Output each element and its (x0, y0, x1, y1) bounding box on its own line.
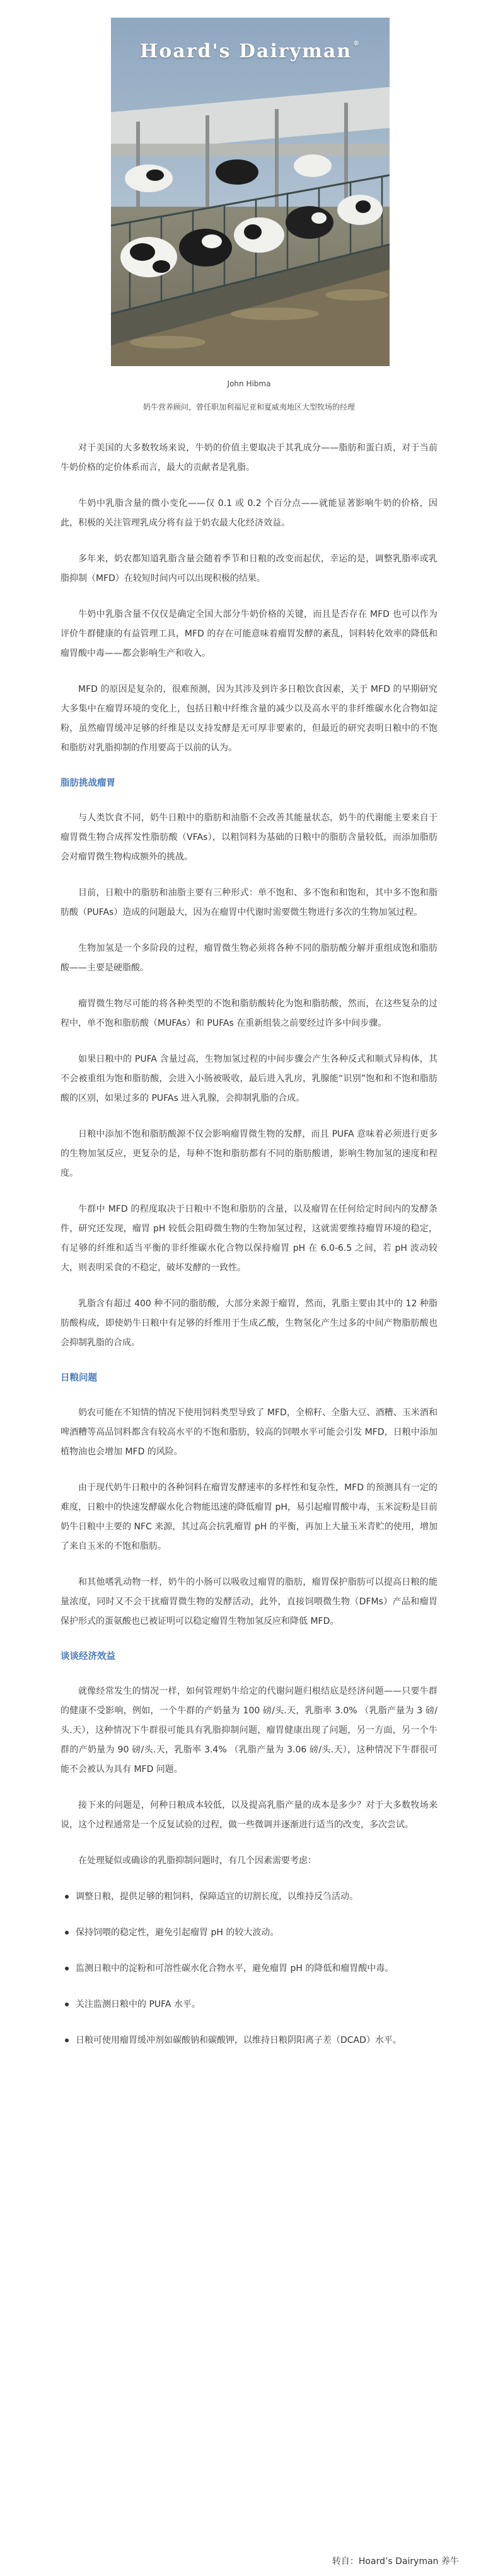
list-item: 监测日粮中的淀粉和可溶性碳水化合物水平，避免瘤胃 pH 的降低和瘤胃酸中毒。 (61, 1959, 437, 1979)
section-heading: 脂肪挑战瘤胃 (61, 778, 115, 788)
dairy-barn-photo (111, 18, 390, 366)
paragraph: MFD 的原因是复杂的，很难预测，因为其涉及到许多日粮饮食因素，关于 MFD 的早期研究大多集中在瘤胃环境的变化上，包括日粮中纤维含量的减少以及高水平的非纤维碳水化合物如淀粉，虽然瘤胃缓冲足够的纤维是以支持发酵是无可厚非要素的，但最近的研究表明日粮中的不饱和脂肪对乳脂抑制的作用要高于以前的认为。 (61, 684, 437, 753)
paragraph: 奶农可能在不知情的情况下使用饲料类型导致了 MFD，全棉籽、全脂大豆、酒糟、玉米酒和啤酒糟等高品饲料都含有较高水平的不饱和脂肪，较高的饲喂水平可能会引发 MFD，日粮中添加植物油也会增加 MFD 的风险。 (61, 1408, 437, 1457)
list-item: 关注监测日粮中的 PUFA 水平。 (61, 1995, 437, 2015)
paragraph: 接下来的问题是，何种日粮成本较低，以及提高乳脂产量的成本是多少？对于大多数牧场来说，这个过程通常是一个反复试验的过程，做一些微调并逐渐进行适当的改变，多次尝试。 (61, 1800, 437, 1830)
paragraph: 由于现代奶牛日粮中的各种饲料在瘤胃发酵速率的多样性和复杂性，MFD 的预测具有一定的难度，日粮中的快速发酵碳水化合物能迅速的降低瘤胃 pH，易引起瘤胃酸中毒，玉米淀粉是目前奶牛日粮中主要的 NFC 来源，其过高会抗乳瘤胃 pH 的平衡，再加上大量玉米青贮的使用，增加了来自玉米的不饱和脂肪。 (61, 1483, 437, 1551)
paragraph: 生物加氢是一个多阶段的过程，瘤胃微生物必须将各种不同的脂肪酸分解并重组成饱和脂肪酸——主要是硬脂酸。 (61, 943, 437, 973)
section-heading: 谈谈经济效益 (61, 1652, 115, 1662)
paragraph: 目前，日粮中的脂肪和油脂主要有三种形式：单不饱和、多不饱和和饱和，其中多不饱和脂肪酸（PUFAs）造成的问题最大，因为在瘤胃中代谢时需要微生物进行多次的生物加氢过程。 (61, 888, 437, 917)
paragraph: 与人类饮食不同，奶牛日粮中的脂肪和油脂不会改善其能量状态，奶牛的代谢能主要来自于瘤胃微生物合成挥发性脂肪酸（VFAs），以粗饲料为基础的日粮中的脂肪含量较低，而添加脂肪会对瘤胃微生物构成额外的挑战。 (61, 813, 437, 862)
paragraph: 在处理疑似或确诊的乳脂抑制问题时，有几个因素需要考虑： (78, 1856, 316, 1866)
list-item: 日粮可使用瘤胃缓冲剂如碳酸钠和碳酸钾，以维持日粮阴阳离子差（DCAD）水平。 (61, 2031, 437, 2050)
masthead-title: Hoard's Dairyman (139, 40, 352, 62)
paragraph: 就像经常发生的情况一样，如何管理奶牛给定的代谢问题归根结底是经济问题——只要牛群的健康不受影响，例如，一个牛群的产奶量为 100 磅/头.天，乳脂率 3.0% （乳脂产量为 3 磅/头.天），这种情况下牛群很可能具有乳脂抑制问题，瘤胃健康出现了问题，另一方面，另一个牛群的产奶量为 90 磅/头.天，乳脂率 3.4% （乳脂产量为 3.06 磅/头.天），这种情况下牛群很可能不会被认为具有 MFD 问题。 (61, 1686, 437, 1774)
paragraph: 多年来，奶农都知道乳脂含量会随着季节和日粮的改变而起伏，幸运的是，调整乳脂率或乳脂抑制（MFD）在较短时间内可以出现积极的结果。 (61, 554, 437, 584)
magazine-masthead (111, 40, 390, 62)
paragraph: 牛奶中乳脂含量的微小变化——仅 0.1 或 0.2 个百分点——就能显著影响牛奶的价格，因此，积极的关注管理乳成分将有益于奶农最大化经济效益。 (61, 498, 437, 528)
section-heading: 日粮问题 (61, 1373, 97, 1383)
paragraph: 牛奶中乳脂含量不仅仅是确定全国大部分牛奶价格的关键，而且是否存在 MFD 也可以作为评价牛群健康的有益管理工具，MFD 的存在可能意味着瘤胃发酵的紊乱，饲料转化效率的降低和瘤胃酸中毒——都会影响生产和收入。 (61, 609, 437, 658)
author-name: John Hibma (227, 379, 271, 388)
paragraph: 瘤胃微生物尽可能的将各种类型的不饱和脂肪酸转化为饱和脂肪酸，然而，在这些复杂的过程中，单不饱和脂肪酸（MUFAs）和 PUFAs 在重新组装之前要经过许多中间步骤。 (61, 999, 437, 1028)
paragraph: 日粮中添加不饱和脂肪酸源不仅会影响瘤胃微生物的发酵，而且 PUFA 意味着必须进行更多的生物加氢反应，更复杂的是，每种不饱和脂肪都有不同的脂肪酸谱，影响生物加氢的速度和程度。 (61, 1129, 437, 1178)
article-body (61, 439, 437, 2050)
list-item: 调整日粮，提供足够的粗饲料，保障适宜的切割长度，以维持反刍活动。 (61, 1887, 437, 1907)
article-source: 转自：Hoard’s Dairyman 养牛 (332, 2556, 459, 2567)
paragraph: 对于美国的大多数牧场来说，牛奶的价值主要取决于其乳成分——脂肪和蛋白质，对于当前牛奶价格的定价体系而言，最大的贡献者是乳脂。 (61, 443, 437, 473)
list-item: 保持饲喂的稳定性，避免引起瘤胃 pH 的较大波动。 (61, 1923, 437, 1943)
registered-mark: ® (353, 40, 361, 47)
paragraph: 如果日粮中的 PUFA 含量过高，生物加氢过程的中间步骤会产生各种反式和顺式异构体，其不会被重组为饱和脂肪酸，会进入小肠被吸收，最后进入乳房，乳腺能“识别”饱和和不饱和脂肪酸的区别，如果过多的 PUFAs 进入乳腺，会抑制乳脂的合成。 (61, 1054, 437, 1103)
paragraph: 和其他嗜乳动物一样，奶牛的小肠可以吸收过瘤胃的脂肪，瘤胃保护脂肪可以提高日粮的能量浓度，同时又不会干扰瘤胃微生物的发酵活动，此外，直接饲喂微生物（DFMs）产品和瘤胃保护形式的蛋氨酸也已被证明可以稳定瘤胃生物加氢反应和降低 MFD。 (61, 1577, 437, 1626)
paragraph: 牛群中 MFD 的程度取决于日粮中不饱和脂肪的含量，以及瘤胃在任何给定时间内的发酵条件，研究还发现，瘤胃 pH 较低会阻碍微生物的生物加氢过程，这就需要维持瘤胃环境的稳定，有足够的纤维和适当平衡的非纤维碳水化合物以保持瘤胃 pH 在 6.0-6.5 之间，若 pH 波动较大，则表明采食的不稳定，破坏发酵的一致性。 (61, 1204, 437, 1273)
paragraph: 乳脂含有超过 400 种不同的脂肪酸，大部分来源于瘤胃，然而，乳脂主要由其中的 12 种脂肪酸构成，即使奶牛日粮中有足够的纤维用于生成乙酸，生物氢化产生过多的中间产物脂肪酸也会抑制乳脂的合成。 (61, 1299, 437, 1348)
hero-photo (111, 18, 390, 366)
author-description: 奶牛营养顾问，曾任职加利福尼亚和夏威夷地区大型牧场的经理 (142, 403, 355, 411)
